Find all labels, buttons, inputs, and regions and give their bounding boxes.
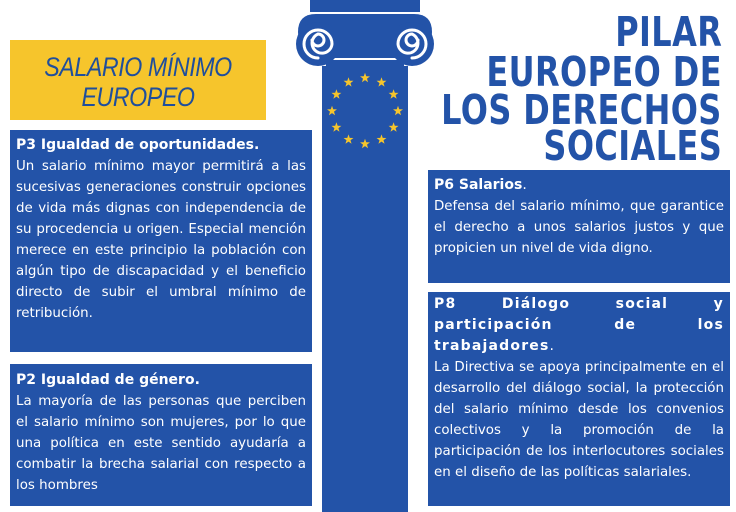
- card-p6-heading-suffix: .: [522, 177, 527, 193]
- card-p3-igualdad-oportunidades: [10, 130, 312, 352]
- badge-line-2: EUROPEO: [81, 82, 195, 112]
- card-p2-heading: P2 Igualdad de género.: [16, 372, 200, 388]
- card-p8-heading-suffix: .: [549, 338, 556, 354]
- card-p2-igualdad-genero: [10, 364, 312, 506]
- card-p6-heading: P6 Salarios: [434, 177, 523, 193]
- title-line-3: LOS DERECHOS: [441, 86, 722, 134]
- title-line-1: PILAR: [614, 8, 722, 56]
- card-p8-heading-wrap: [434, 294, 724, 357]
- card-p2-body: La mayoría de las personas que perciben el salario mínimo son mujeres, por lo que una política en este sentido ayudaría a combatir la brecha salarial con respecto a los hombres: [16, 394, 306, 493]
- ionic-column-icon: [292, 0, 438, 512]
- title-line-4: SOCIALES: [543, 122, 722, 170]
- card-p8-dialogo-social: [428, 292, 730, 506]
- card-p6-salarios: [428, 170, 730, 283]
- card-p3-body: Un salario mínimo mayor permitirá a las sucesivas generaciones construir opciones de vida más dignas con independencia de su procedencia u origen. Especial mención merece en este principio la población con algún tipo de discapacidad y el beneficio directo de subir el umbral mínimo de retribución.: [16, 159, 306, 321]
- card-p6-heading-wrap: [434, 175, 724, 196]
- salario-minimo-badge: [10, 40, 266, 120]
- badge-line-1: SALARIO MÍNIMO: [44, 52, 232, 82]
- title-line-2: EUROPEO DE: [486, 48, 722, 96]
- card-p3-heading: P3 Igualdad de oportunidades.: [16, 137, 260, 153]
- card-p8-heading: P8 Diálogo social y participación de los trabajadores: [434, 296, 724, 354]
- card-p6-body: Defensa del salario mínimo, que garantice el derecho a unos salarios justos y que propicien un nivel de vida digno.: [434, 199, 724, 256]
- card-p8-body: La Directiva se apoya principalmente en el desarrollo del diálogo social, la protección del salario mínimo desde los convenios colectivos y la promoción de la participación de los interlocutores sociales en el diseño de las políticas salariales.: [434, 360, 724, 480]
